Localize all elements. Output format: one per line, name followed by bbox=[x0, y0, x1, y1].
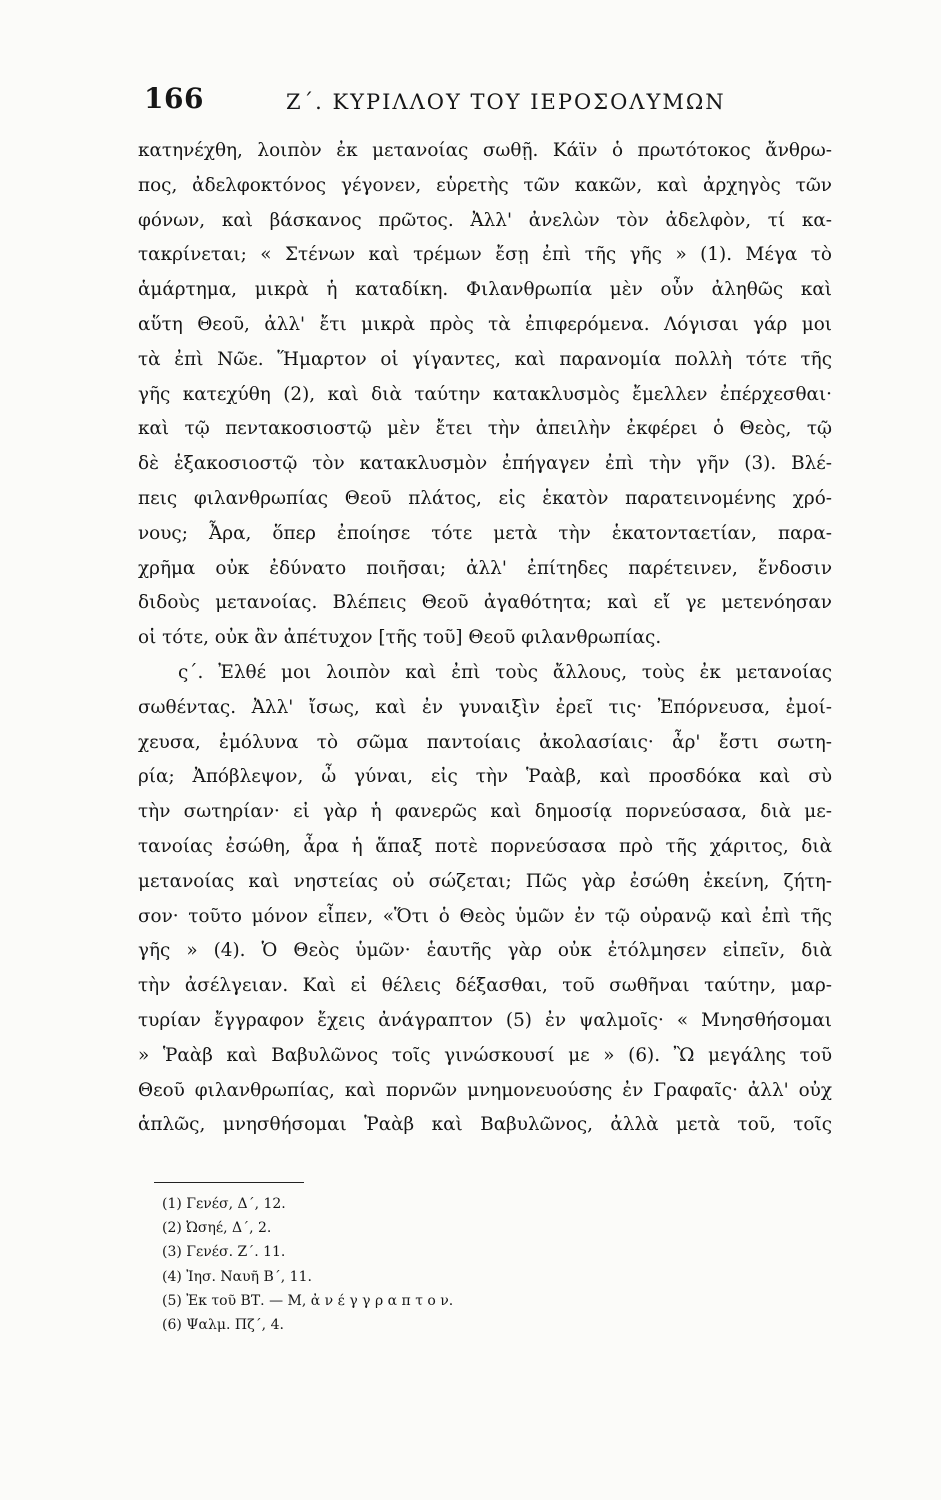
text-line: χευσα, ἐμόλυνα τὸ σῶμα παντοίαις ἀκολασίαις· ἆρ' ἔστι σωτη- bbox=[138, 731, 832, 753]
text-line: σωθέντας. Ἀλλ' ἴσως, καὶ ἐν γυναιξὶν ἐρεῖ τις· Ἐπόρνευσα, ἐμοί- bbox=[138, 696, 832, 718]
text-line: σον· τοῦτο μόνον εἶπεν, «Ὅτι ὁ Θεὸς ὑμῶν ἐν τῷ οὐρανῷ καὶ ἐπὶ τῆς bbox=[138, 905, 832, 927]
text-line: αὕτη Θεοῦ, ἀλλ' ἔτι μικρὰ πρὸς τὰ ἐπιφερόμενα. Λόγισαι γάρ μοι bbox=[138, 313, 832, 335]
footnote: (1) Γενέσ, Δ΄, 12. bbox=[162, 1196, 286, 1212]
text-line: ἁμάρτημα, μικρὰ ἡ καταδίκη. Φιλανθρωπία μὲν οὖν ἀληθῶς καὶ bbox=[138, 279, 832, 301]
page-header bbox=[140, 82, 830, 126]
footnote: (6) Ψαλμ. Πζ΄, 4. bbox=[162, 1316, 284, 1333]
footnote: (3) Γενέσ. Ζ΄. 11. bbox=[162, 1244, 286, 1261]
text-line: γῆς κατεχύθη (2), καὶ διὰ ταύτην κατακλυσμὸς ἔμελλεν ἐπέρχεσθαι· bbox=[138, 383, 832, 405]
text-line: πεις φιλανθρωπίας Θεοῦ πλάτος, εἰς ἑκατὸν παρατεινομένης χρό- bbox=[138, 487, 832, 509]
text-line: τακρίνεται; « Στένων καὶ τρέμων ἔσῃ ἐπὶ τῆς γῆς » (1). Μέγα τὸ bbox=[138, 244, 832, 266]
text-line: πος, ἀδελφοκτόνος γέγονεν, εὑρετὴς τῶν κακῶν, καὶ ἀρχηγὸς τῶν bbox=[138, 174, 832, 196]
text-line: γῆς » (4). Ὁ Θεὸς ὑμῶν· ἑαυτῆς γὰρ οὐκ ἐτόλμησεν εἰπεῖν, διὰ bbox=[138, 940, 832, 962]
text-line: τυρίαν ἔγγραφον ἔχεις ἀνάγραπτον (5) ἐν ψαλμοῖς· « Μνησθήσομαι bbox=[138, 1009, 832, 1031]
footnote: (2) Ὠσηέ, Δ΄, 2. bbox=[162, 1220, 272, 1237]
text-line: φόνων, καὶ βάσκανος πρῶτος. Ἀλλ' ἀνελὼν τὸν ἀδελφὸν, τί κα- bbox=[138, 209, 832, 231]
text-line: τὴν ἀσέλγειαν. Καὶ εἰ θέλεις δέξασθαι, τοῦ σωθῆναι ταύτην, μαρ- bbox=[138, 975, 832, 997]
text-line: χρῆμα οὐκ ἐδύνατο ποιῆσαι; ἀλλ' ἐπίτηδες παρέτεινεν, ἔνδοσιν bbox=[138, 557, 832, 579]
text-line: κατηνέχθη, λοιπὸν ἐκ μετανοίας σωθῇ. Κάϊν ὁ πρωτότοκος ἄνθρω- bbox=[138, 140, 832, 161]
body-text bbox=[138, 134, 832, 1143]
text-line: καὶ τῷ πεντακοσιοστῷ μὲν ἔτει τὴν ἀπειλὴν ἐκφέρει ὁ Θεὸς, τῷ bbox=[138, 418, 832, 440]
text-line: ρία; Ἀπόβλεψον, ὦ γύναι, εἰς τὴν Ῥαὰβ, καὶ προσδόκα καὶ σὺ bbox=[138, 766, 832, 788]
footnote: (5) Ἐκ τοῦ ΒΤ. — Μ, ἀ ν έ γ γ ρ α π τ ο ν. bbox=[162, 1292, 454, 1309]
text-line: μετανοίας καὶ νηστείας οὐ σώζεται; Πῶς γὰρ ἐσώθη ἐκείνη, ζήτη- bbox=[138, 870, 832, 892]
text-line: » Ῥαὰβ καὶ Βαβυλῶνος τοῖς γινώσκουσί με » (6). Ὢ μεγάλης τοῦ bbox=[138, 1044, 832, 1066]
footnote-separator bbox=[154, 1182, 304, 1183]
footnotes bbox=[162, 1192, 662, 1337]
text-line: Θεοῦ φιλανθρωπίας, καὶ πορνῶν μνημονευούσης ἐν Γραφαῖς· ἀλλ' οὐχ bbox=[138, 1079, 832, 1101]
text-line: δὲ ἑξακοσιοστῷ τὸν κατακλυσμὸν ἐπήγαγεν ἐπὶ τὴν γῆν (3). Βλέ- bbox=[138, 453, 832, 475]
text-line: νους; Ἆρα, ὅπερ ἐποίησε τότε μετὰ τὴν ἑκατονταετίαν, παρα- bbox=[138, 522, 832, 544]
text-line: τανοίας ἐσώθη, ἆρα ἡ ἅπαξ ποτὲ πορνεύσασα πρὸ τῆς χάριτος, διὰ bbox=[138, 835, 832, 857]
text-line: οἱ τότε, οὐκ ἂν ἀπέτυχον [τῆς τοῦ] Θεοῦ φιλανθρωπίας. bbox=[138, 627, 662, 649]
text-line: τὰ ἐπὶ Νῶε. Ἥμαρτον οἱ γίγαντες, καὶ παρανομία πολλὴ τότε τῆς bbox=[138, 348, 832, 370]
text-line: τὴν σωτηρίαν· εἰ γὰρ ἡ φανερῶς καὶ δημοσίᾳ πορνεύσασα, διὰ με- bbox=[138, 801, 832, 823]
footnote: (4) Ἰησ. Ναυῆ Β΄, 11. bbox=[162, 1268, 312, 1285]
page-number: 166 bbox=[144, 82, 204, 115]
section-start-line: ς΄. Ἐλθέ μοι λοιπὸν καὶ ἐπὶ τοὺς ἄλλους, τοὺς ἐκ μετανοίας bbox=[178, 661, 832, 683]
running-title: Ζ΄. ΚΥΡΙΛΛΟΥ ΤΟΥ ΙΕΡΟΣΟΛΥΜΩΝ bbox=[286, 90, 726, 114]
text-line: ἁπλῶς, μνησθήσομαι Ῥαὰβ καὶ Βαβυλῶνος, ἀλλὰ μετὰ τοῦ, τοῖς bbox=[138, 1114, 832, 1136]
text-line: διδοὺς μετανοίας. Βλέπεις Θεοῦ ἀγαθότητα; καὶ εἴ γε μετενόησαν bbox=[138, 592, 832, 614]
